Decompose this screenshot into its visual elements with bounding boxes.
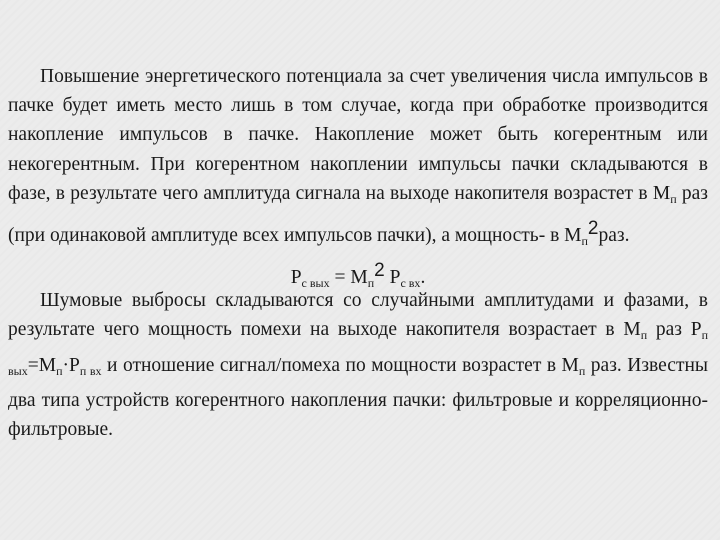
- formula-eq: = М: [329, 267, 368, 289]
- formula-m-sub: п: [367, 276, 375, 291]
- subscript-n: п: [581, 234, 588, 249]
- formula-p2: Р: [384, 267, 401, 289]
- subscript-n: п: [640, 328, 648, 343]
- formula-p1-sub: с вых: [301, 276, 330, 291]
- paragraph2-c: ·Р: [62, 354, 80, 376]
- paragraph2-b: =М: [27, 354, 57, 376]
- paragraph2-start: Шумовые выбросы складываются со случайными амплитудами и фазами, в результате чего мощность помехи на выходе накопителя возрастает в М: [8, 290, 708, 341]
- subscript-n-out: п вых: [8, 328, 709, 378]
- paragraph2-d: и отношение сигнал/помеха по мощности возрастет в М: [101, 354, 579, 376]
- paragraph1-end: раз.: [598, 225, 630, 247]
- formula-end: .: [420, 267, 426, 289]
- paragraph1-text: Повышение энергетического потенциала за счет увеличения числа импульсов в пачке будет иметь место лишь в том случае, когда при обработке производится накопление импульсов в пачке. Накопление может быть когерентным или некогерентным. При когерентном накоплении импульсы пачки складываются в фазе, в результате чего амплитуда сигнала на выходе накопителя возрастет в М: [8, 66, 708, 204]
- formula-signal-power: [8, 256, 708, 291]
- subscript-n: п: [578, 363, 586, 378]
- superscript-2: 2: [587, 218, 599, 240]
- text-content: [8, 62, 708, 444]
- formula-m-sup: 2: [374, 260, 385, 282]
- paragraph-coherent-accumulation: [8, 62, 708, 256]
- formula-p2-sub: с вх: [400, 276, 421, 291]
- paragraph2-a: раз Р: [647, 319, 702, 341]
- formula-p1: Р: [290, 267, 302, 289]
- paragraph2-end: раз. Известны два типа устройств когерентного накопления пачки: фильтровые и корреляционно-фильтровые.: [8, 354, 709, 441]
- paragraph-noise: [8, 286, 708, 444]
- subscript-n: п: [56, 363, 63, 378]
- subscript-n-in: п вх: [79, 363, 102, 378]
- paragraph1-mid: раз (при одинаковой амплитуде всех импульсов пачки), а мощность- в М: [8, 182, 709, 247]
- subscript-n: п: [670, 191, 677, 206]
